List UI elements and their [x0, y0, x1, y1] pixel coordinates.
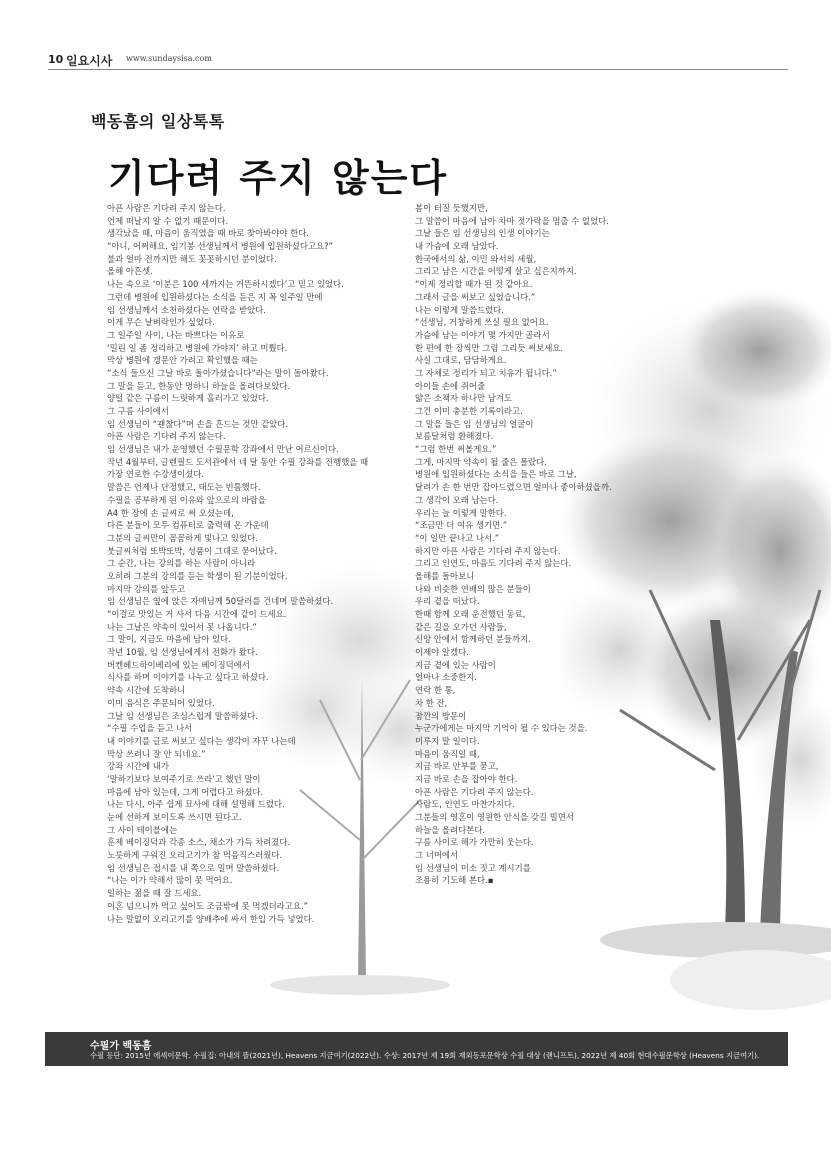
body-line: 그분의 글씨만이 꼼꼼하게 빛나고 있었다. — [107, 532, 258, 543]
body-line: 마지막 강의를 앞두고 — [107, 583, 186, 594]
body-line: 작년 10월, 임 선생님에게서 전화가 왔다. — [107, 647, 258, 658]
body-line: 임 선생님은 내가 운영했던 수필문학 강좌에서 만난 어르신이다. — [107, 444, 339, 455]
body-line: 지금 바로 안부를 묻고, — [415, 761, 499, 772]
body-line: 임 선생님은 옆에 앉은 자매님께 50달러를 건네며 말씀하셨다. — [107, 596, 334, 607]
body-line: 나는 다시, 아주 쉽게 묘사에 대해 설명해 드렸다. — [107, 799, 285, 810]
body-line: 내 이야기를 글로 써보고 싶다는 생각이 자꾸 나는데 — [107, 735, 296, 746]
body-line: 그날 임 선생님은 조심스럽게 말씀하셨다. — [107, 710, 258, 721]
body-line: 우리는 늘 이렇게 말한다. — [415, 507, 507, 518]
body-line: 임 선생님은 접시를 내 쪽으로 밀며 말씀하셨다. — [107, 862, 280, 873]
body-line: A4 한 장에 손 글씨로 써 오셨는데, — [107, 507, 234, 518]
body-line: 버켄헤드하이베리에 있는 베이징덕에서 — [107, 659, 250, 670]
body-line: 막상 병원에 갱문안 가려고 확인했을 때는 — [107, 355, 258, 366]
body-line: 보름달처럼 환해졌다. — [415, 431, 494, 442]
column-name: 백동흠의 일상톡톡 — [91, 112, 225, 131]
body-line: 그 말을 들은 임 선생님의 얼굴이 — [415, 418, 534, 429]
body-line: 누군가에게는 마지막 기억이 될 수 있다는 것을. — [415, 723, 588, 734]
body-line: 그 생각이 오래 남는다. — [415, 494, 499, 505]
body-line: 임 선생님께서 소천하셨다는 연락을 받았다. — [107, 304, 266, 315]
body-line: 마음이 움직일 때, — [415, 748, 480, 759]
body-line: 그 말이, 지금도 마음에 남아 있다. — [107, 634, 231, 645]
publication-url: www.sundaysisa.com — [126, 54, 212, 63]
body-line: “그럼 한번 써볼게요.” — [415, 444, 497, 455]
body-line: 사람도, 인연도 마찬가지다. — [415, 799, 515, 810]
body-line: 언제 떠날지 알 수 없기 때문이다. — [107, 215, 229, 226]
body-line: 약속 시간에 도착하니 — [107, 685, 186, 696]
body-line: “수필 수업을 듣고 나서 — [107, 723, 193, 734]
body-line: “이제 정리할 때가 된 것 같아요. — [415, 279, 533, 290]
body-line: 마음에 남아 있는데, 그게 어렵다고 하셨다. — [107, 786, 264, 797]
body-line: 차 한 잔, — [415, 697, 448, 708]
author-bio: 수필 등단: 2015년 에세이문학. 수필집: 아내의 뜰(2021년), Heavens 지금여기(2022년). 수상: 2017년 제 19회 재외동포문학상 수필 대상 (랜니프트), 2022년 제 40회 현대수필문학상 (Heavens 지금여기). — [90, 1051, 760, 1060]
page-number: 10 — [48, 53, 64, 66]
publication-name: 일요시사 — [66, 54, 113, 68]
body-line: “이 일만 끝나고 나서.” — [415, 532, 500, 543]
body-line: 눈에 선하게 보이도록 쓰시면 된다고. — [107, 812, 242, 822]
body-line: 사실 그대로, 담담하게요. — [415, 355, 507, 366]
body-line: 그게, 마지막 약속이 될 줄은 몰랐다. — [415, 456, 547, 467]
body-line: 하지만 아픈 사람은 기다려 주지 않는다. — [415, 545, 561, 556]
body-line: “나는 이가 약해서 많이 못 먹어요. — [107, 875, 233, 886]
body-line: 가장 연로한 수강생이셨다. — [107, 469, 204, 480]
body-line: 생각났을 때, 마음이 움직였을 때 바로 찾아봐야야 한다. — [107, 228, 309, 239]
author-name: 수필가 백동흠 — [90, 1041, 152, 1052]
body-line: 나는 말없이 오리고기를 양배추에 싸서 한입 가득 넣었다. — [107, 913, 315, 924]
body-line: 미루지 말 일이다. — [415, 735, 480, 746]
author-footer — [45, 1032, 788, 1066]
body-line: 아이들 손에 쥐어줄 — [415, 380, 486, 391]
page-header — [48, 51, 788, 70]
body-line: 아픈 사람은 기다려 주지 않는다. — [107, 431, 226, 442]
body-text-column-1 — [107, 202, 368, 925]
body-line: 붓글씨처럼 또박또박, 성품이 그대로 묻어났다. — [107, 545, 277, 556]
body-line: 잠깐의 방문이 — [415, 710, 467, 721]
body-line: 그날 들은 임 선생님의 인생 이야기는 — [415, 228, 550, 239]
body-line: “선생님, 거창하게 쓰실 필요 없어요. — [415, 317, 549, 328]
body-line: 하늘을 올려다본다. — [415, 824, 486, 835]
body-line: 그런데 병원에 입원하셨다는 소식을 듣은 지 꼭 일주일 만에 — [107, 291, 323, 302]
body-line: 가슴에 남는 이야기 몇 가지만 골라서 — [415, 329, 550, 340]
body-line: 신앙 안에서 함께하던 분들까지. — [415, 634, 531, 645]
body-line: 그리고 인연도, 마음도 기다려 주지 않는다. — [415, 558, 572, 569]
body-line: 한국에서의 삶, 이민 와서의 세월, — [415, 253, 537, 264]
body-line: 지금 곁에 있는 사람이 — [415, 659, 496, 670]
body-line: 그분들의 영혼이 영원한 안식을 갖길 빌면서 — [415, 812, 574, 822]
body-line: 아픈 사람은 기다려 주지 않는다. — [107, 203, 226, 213]
body-line: 그리고 남은 시간을 어떻게 살고 싶은지까지. — [415, 266, 577, 277]
body-line: 얼마나 소중한지. — [415, 672, 477, 683]
body-line: 구름 사이로 해가 가만히 웃는다. — [415, 837, 534, 848]
body-line: 한때 함께 오래 운전했던 동료, — [415, 609, 526, 619]
body-line: 그 말씀이 마음에 남아 차마 젓가락을 멈출 수 없었다. — [415, 215, 609, 226]
body-line: 그건 이미 충분한 기록이라고. — [415, 406, 523, 416]
body-line: 일하는 젊을 때 잘 드세요. — [107, 888, 202, 899]
body-line: 봄이 터질 듯했지만, — [415, 203, 488, 213]
body-line: 훈제 베이징덕과 각종 소스, 채소가 가득 차려졌다. — [107, 837, 291, 848]
body-line: 양털 같은 구름이 느릿하게 흘러가고 있었다. — [107, 393, 269, 404]
body-text-column-2 — [415, 202, 612, 887]
body-line: 이제야 알겠다. — [415, 647, 469, 658]
headline: 기다려 주지 않는다 — [108, 155, 449, 200]
body-line: 같은 길을 오가던 사람들, — [415, 621, 507, 632]
body-line: 아픈 사람은 기다려 주지 않는다. — [415, 786, 534, 797]
body-line: 오히려 그분의 강의를 듣는 학생이 된 기분이었다. — [107, 570, 288, 581]
body-line: 이혼 넘으니까 먹고 싶어도 조금밖에 못 먹겠더라고요.” — [107, 900, 308, 911]
body-line: 나는 이렇게 말씀드렸다. — [415, 304, 504, 315]
body-line: 다른 분들이 모두 컴퓨터로 출력해 온 가운데 — [107, 520, 269, 531]
body-line: 수필을 공부하게 된 이유와 앞으로의 바람을 — [107, 494, 266, 505]
body-line: 임 선생님이 미소 짓고 계시기를 — [415, 862, 531, 873]
body-line: 그 말을 듣고, 한동안 멍하니 하늘을 올려다보았다. — [107, 380, 291, 391]
body-line: 그 구름 사이에서 — [107, 406, 169, 416]
body-line: 이미 음식은 주문되어 있었다. — [107, 697, 215, 708]
body-line: 그래서 글을 써보고 싶었습니다.” — [415, 291, 536, 302]
body-line: 달려가 손 한 번만 잡아드렸으면 얼마나 좋아하셨을까. — [415, 482, 612, 493]
body-line: 올해를 돌아보니 — [415, 570, 475, 581]
body-line: 이게 무슨 날벼락인가 싶었다. — [107, 317, 215, 328]
body-line: 불과 얼마 전까지만 해도 꼿꼿하시던 분이었다. — [107, 253, 277, 264]
body-line: 얇은 소책자 하나만 남겨도 — [415, 393, 512, 404]
body-line: 강좌 시간에 내가 — [107, 761, 169, 772]
body-line: 연락 한 통, — [415, 685, 456, 696]
body-line: 식사를 하며 이야기를 나누고 싶다고 하셨다. — [107, 672, 269, 683]
body-line: 막상 쓰려니 잘 안 되네요.” — [107, 748, 206, 759]
body-line: 임 선생님이 “괜찮다”며 손을 흔드는 것만 같았다. — [107, 418, 289, 429]
body-line: 노릇하게 구워진 오리고기가 참 먹음직스러웠다. — [107, 850, 283, 861]
body-line: ‘밀린 일 좀 정리하고 병원에 가야지’ 하고 미뤘다. — [107, 342, 288, 353]
body-line: “아니, 어쩌해요. 임기봉 선생님께서 병원에 입원하셨다고요?” — [107, 241, 333, 252]
body-line: 병원에 입원하셨다는 소식을 들은 바로 그날, — [415, 469, 577, 480]
body-line: 나는 그날은 약속이 있어서 못 나옵니다.” — [107, 621, 257, 632]
body-line: 그 일주일 사이, 나는 바쁘다는 이유로 — [107, 329, 245, 340]
body-line: 우리 곁을 떠났다. — [415, 596, 480, 607]
body-line: 그 자체로 정리가 되고 치유가 됩니다.” — [415, 367, 557, 378]
body-line: “소식 들으신 그날 바로 돌아가셨습니다”라는 말이 돌아왔다. — [107, 367, 329, 378]
body-line: 나는 속으로 ‘이분은 100 세까지는 거뜬하시겠다’고 믿고 있었다. — [107, 279, 344, 290]
body-line: ‘말하기보다 보여주기로 쓰라’고 했던 말이 — [107, 773, 261, 784]
body-line: 작년 4월부터, 글렌필드 도서관에서 네 달 동안 수필 강좌를 진행했을 때 — [107, 456, 369, 467]
body-line: 그 순간, 나는 강의를 하는 사람이 아니라 — [107, 558, 256, 569]
body-line: 나와 비슷한 연배의 많은 분들이 — [415, 583, 531, 594]
body-line: 말씀은 언제나 단정했고, 태도는 빈틈했다. — [107, 482, 261, 493]
body-line: “이걸로 맛있는 거 사서 다음 시간에 같이 드세요. — [107, 609, 287, 619]
body-line: 올해 아흔셋. — [107, 266, 153, 277]
body-line: 내 가슴에 오래 남았다. — [415, 241, 499, 252]
body-line: 한 편에 한 장씩만 그림 그리듯 써보세요. — [415, 342, 564, 353]
body-line: 조용히 기도해 본다.▪ — [415, 875, 494, 886]
body-line: 그 너머에서 — [415, 850, 459, 861]
body-line: 그 사이 테이블에는 — [107, 824, 178, 835]
body-line: 지금 바로 손을 잡아야 한다. — [415, 773, 518, 784]
body-line: “조금만 더 여유 생기면.” — [415, 520, 508, 531]
